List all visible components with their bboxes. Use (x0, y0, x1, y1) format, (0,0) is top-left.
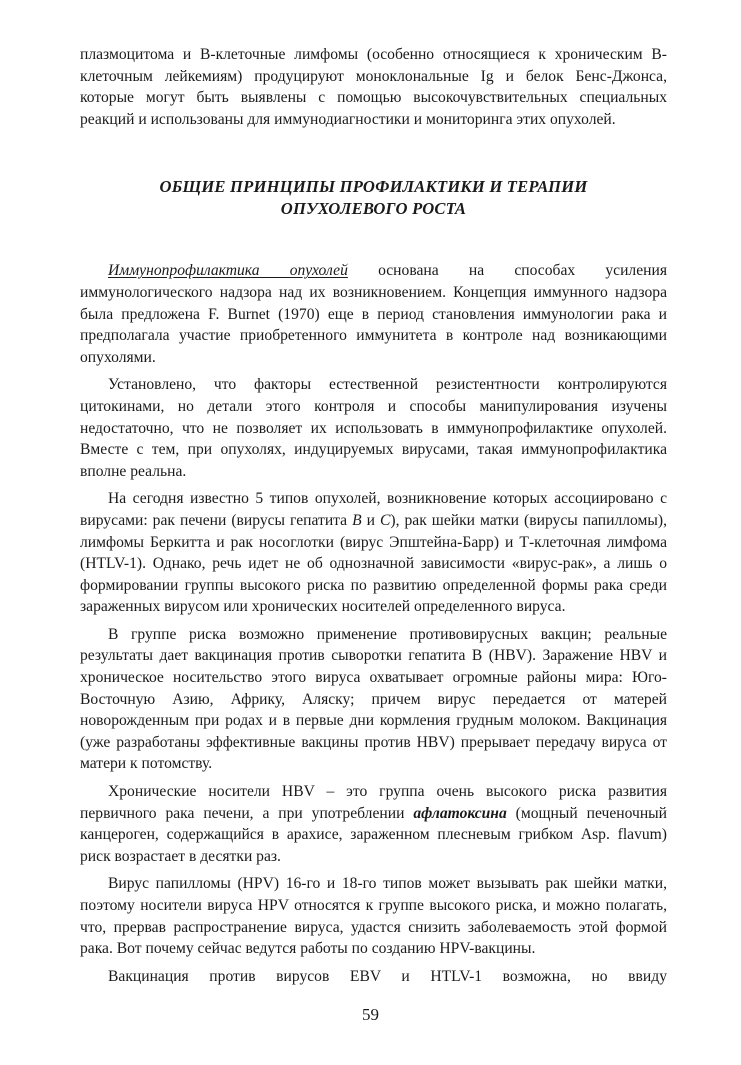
paragraph-text: ), рак шейки матки (вирусы папилломы), лимфомы Беркитта и рак носоглотки (вирус Эпштейна-Барр) и Т-клеточная лимфома (HTLV-1). Однако, речь идет не об однозначной зависимости «вирус-рак», а лишь о формировании группы высокого риска по развитию определенной формы рака среди зараженных вирусом или хронических носителей определенного вируса. (80, 511, 667, 616)
hepatitis-c-letter: C (380, 511, 391, 529)
page-number: 59 (362, 1005, 379, 1024)
term-aflatoxin: афлатоксина (413, 804, 507, 822)
section-heading-line-1: ОБЩИЕ ПРИНЦИПЫ ПРОФИЛАКТИКИ И ТЕРАПИИ (159, 177, 588, 197)
paragraph-immunoprophylaxis (80, 260, 667, 368)
paragraph-hpv: Вирус папилломы (HPV) 16-го и 18-го типов может вызывать рак шейки матки, поэтому носители вируса HPV относятся к группе высокого риска, и можно полагать, что, прервав распространение вируса, удастся снизить заболеваемость этой формой рака. Вот почему сейчас ведутся работы по созданию HPV-вакцины. (80, 875, 667, 958)
paragraph-virus-tumors (80, 488, 667, 618)
paragraph-text: основана на способах усиления иммунологического надзора над их возникновением. Концепция иммунного надзора была предложена F. Burnet (1970) еще в период становления иммунологии рака и предполагала участие приобретенного иммунитета в контроле над возникающими опухолями. (80, 262, 667, 366)
paragraph-chronic-carriers (80, 781, 667, 867)
section-heading (80, 176, 667, 220)
paragraph-text: и (361, 511, 380, 529)
term-immunoprophylaxis: Иммунопрофилактика опухолей (108, 262, 348, 280)
section-heading-line-2: ОПУХОЛЕВОГО РОСТА (280, 199, 467, 219)
paragraph-text: Хронические носители HBV – это группа очень высокого риска развития первичного рака печени, а при употреблении (80, 783, 667, 822)
paragraph-text: На сегодня известно 5 типов опухолей, возникновение которых ассоциировано с вирусами: рак печени (вирусы гепатита (80, 490, 667, 529)
paragraph-hbv-vaccination: В группе риска возможно применение противовирусных вакцин; реальные результаты дает вакцинация против сыворотки гепатита В (HBV). Заражение HBV и хроническое носительство этого вируса охватывает огромные районы мира: Юго-Восточную Азию, Африку, Аляску; причем вирус передается от матерей новорожденным при родах и в первые дни кормления грудным молоком. Вакцинация (уже разработаны эффективные вакцины против HBV) прерывает передачу вируса от матери к потомству. (80, 625, 667, 773)
intro-paragraph: плазмоцитома и В-клеточные лимфомы (особенно относящиеся к хроническим В-клеточным лейкемиям) продуцируют моноклональные Ig и белок Бенс-Джонса, которые могут быть выявлены с помощью высокочувствительных специальных реакций и использованы для иммунодиагностики и мониторинга этих опухолей. (80, 46, 667, 128)
hepatitis-b-letter: B (352, 511, 362, 529)
paragraph-ebv-htlv: Вакцинация против вирусов EBV и HTLV-1 возможна, но ввиду (108, 967, 667, 985)
paragraph-text: (мощный печеночный канцероген, содержащийся в арахисе, зараженном плесневым грибком Asp. flavum) риск возрастает в десятки раз. (80, 804, 667, 865)
paragraph-natural-resistance: Установлено, что факторы естественной резистентности контролируются цитокинами, но детали этого контроля и способы манипулирования изучены недостаточно, что не позволяет их использовать в иммунопрофилактике опухолей. Вместе с тем, при опухолях, индуцируемых вирусами, такая иммунопрофилактика вполне реальна. (80, 376, 667, 480)
